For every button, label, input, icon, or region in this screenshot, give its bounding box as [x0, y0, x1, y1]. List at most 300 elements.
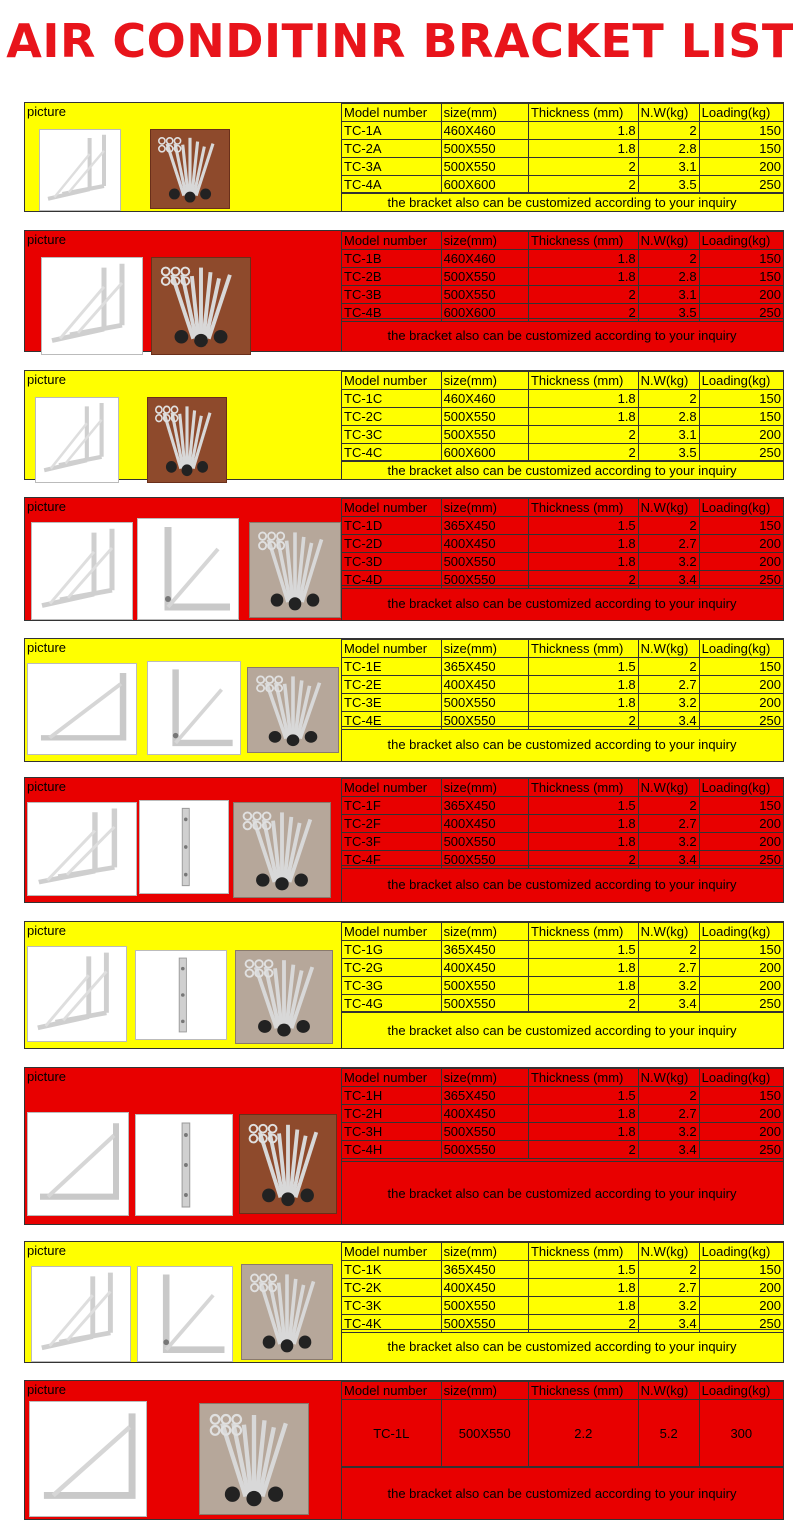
spec-table — [341, 1068, 784, 1159]
nw-cell: 3.1 — [638, 426, 699, 444]
header-size: size(mm) — [441, 1069, 528, 1087]
thickness-cell: 1.8 — [528, 959, 638, 977]
size-cell: 500X550 — [441, 286, 528, 304]
header-loading: Loading(kg) — [699, 104, 783, 122]
size-cell: 500X550 — [441, 1400, 528, 1468]
bracket-photo — [29, 1401, 147, 1517]
loading-cell: 150 — [699, 1087, 783, 1105]
loading-cell: 250 — [699, 304, 783, 322]
size-cell: 500X550 — [441, 426, 528, 444]
table-row — [342, 658, 784, 676]
spec-table — [341, 231, 784, 322]
thickness-cell: 2.2 — [528, 1400, 638, 1468]
table-row — [342, 1261, 784, 1279]
model-cell: TC-3B — [342, 286, 442, 304]
model-cell: TC-1K — [342, 1261, 442, 1279]
customization-note: the bracket also can be customized according to your inquiry — [341, 726, 783, 761]
picture-label: picture — [27, 923, 67, 938]
loading-cell: 150 — [699, 268, 783, 286]
bracket-photo — [27, 663, 137, 755]
size-cell: 500X550 — [441, 977, 528, 995]
picture-area — [25, 516, 342, 620]
thickness-cell: 1.8 — [528, 140, 638, 158]
thickness-cell: 2 — [528, 304, 638, 322]
header-nw: N.W(kg) — [638, 1069, 699, 1087]
size-cell: 500X550 — [441, 1123, 528, 1141]
header-size: size(mm) — [441, 779, 528, 797]
model-cell: TC-2A — [342, 140, 442, 158]
nw-cell: 3.5 — [638, 176, 699, 194]
thickness-cell: 2 — [528, 426, 638, 444]
model-cell: TC-1H — [342, 1087, 442, 1105]
nw-cell: 3.4 — [638, 712, 699, 730]
header-thickness: Thickness (mm) — [528, 104, 638, 122]
model-cell: TC-2D — [342, 535, 442, 553]
loading-cell: 200 — [699, 286, 783, 304]
header-loading: Loading(kg) — [699, 499, 783, 517]
spec-table — [341, 1381, 784, 1468]
loading-cell: 250 — [699, 1315, 783, 1333]
header-size: size(mm) — [441, 1243, 528, 1261]
bracket-photo — [41, 257, 143, 355]
size-cell: 365X450 — [441, 517, 528, 535]
hardware-kit-photo — [199, 1403, 309, 1515]
picture-label: picture — [27, 232, 67, 247]
model-cell: TC-3E — [342, 694, 442, 712]
loading-cell: 150 — [699, 1261, 783, 1279]
thickness-cell: 1.8 — [528, 553, 638, 571]
loading-cell: 200 — [699, 959, 783, 977]
thickness-cell: 2 — [528, 158, 638, 176]
size-cell: 365X450 — [441, 1087, 528, 1105]
thickness-cell: 1.8 — [528, 977, 638, 995]
table-row — [342, 140, 784, 158]
spec-table — [341, 778, 784, 869]
model-cell: TC-3K — [342, 1297, 442, 1315]
table-row — [342, 250, 784, 268]
size-cell: 500X550 — [441, 833, 528, 851]
thickness-cell: 1.8 — [528, 122, 638, 140]
spec-table — [341, 639, 784, 730]
header-size: size(mm) — [441, 104, 528, 122]
header-model: Model number — [342, 1069, 442, 1087]
model-cell: TC-1F — [342, 797, 442, 815]
nw-cell: 3.5 — [638, 444, 699, 462]
table-row — [342, 158, 784, 176]
size-cell: 500X550 — [441, 995, 528, 1013]
loading-cell: 250 — [699, 712, 783, 730]
picture-area — [25, 1399, 342, 1519]
thickness-cell: 1.5 — [528, 941, 638, 959]
thickness-cell: 1.8 — [528, 1123, 638, 1141]
table-row — [342, 1279, 784, 1297]
bracket-photo — [135, 1114, 233, 1216]
hardware-kit-photo — [233, 802, 331, 898]
model-cell: TC-1E — [342, 658, 442, 676]
table-row — [342, 694, 784, 712]
header-loading: Loading(kg) — [699, 923, 783, 941]
header-model: Model number — [342, 1243, 442, 1261]
model-cell: TC-3F — [342, 833, 442, 851]
customization-note: the bracket also can be customized according to your inquiry — [341, 1011, 783, 1048]
header-model: Model number — [342, 779, 442, 797]
model-cell: TC-4C — [342, 444, 442, 462]
size-cell: 500X550 — [441, 408, 528, 426]
table-row — [342, 797, 784, 815]
size-cell: 500X550 — [441, 158, 528, 176]
thickness-cell: 2 — [528, 1315, 638, 1333]
size-cell: 500X550 — [441, 571, 528, 589]
nw-cell: 2 — [638, 1087, 699, 1105]
picture-area — [25, 1086, 342, 1224]
header-model: Model number — [342, 104, 442, 122]
header-nw: N.W(kg) — [638, 499, 699, 517]
table-row — [342, 977, 784, 995]
model-cell: TC-1G — [342, 941, 442, 959]
spec-table — [341, 1242, 784, 1333]
loading-cell: 200 — [699, 815, 783, 833]
header-loading: Loading(kg) — [699, 372, 783, 390]
picture-label: picture — [27, 372, 67, 387]
model-cell: TC-2E — [342, 676, 442, 694]
size-cell: 400X450 — [441, 1279, 528, 1297]
header-loading: Loading(kg) — [699, 1069, 783, 1087]
nw-cell: 5.2 — [638, 1400, 699, 1468]
picture-area — [25, 1260, 342, 1362]
loading-cell: 250 — [699, 851, 783, 869]
bracket-group — [24, 1067, 784, 1225]
size-cell: 500X550 — [441, 712, 528, 730]
table-row — [342, 1400, 784, 1468]
thickness-cell: 2 — [528, 176, 638, 194]
header-nw: N.W(kg) — [638, 1243, 699, 1261]
size-cell: 600X600 — [441, 444, 528, 462]
bracket-group — [24, 102, 784, 212]
nw-cell: 2.7 — [638, 676, 699, 694]
header-model: Model number — [342, 923, 442, 941]
thickness-cell: 2 — [528, 286, 638, 304]
thickness-cell: 1.8 — [528, 408, 638, 426]
spec-table — [341, 498, 784, 589]
bracket-group — [24, 1241, 784, 1363]
thickness-cell: 1.8 — [528, 268, 638, 286]
bracket-photo — [139, 800, 229, 894]
model-cell: TC-4F — [342, 851, 442, 869]
model-cell: TC-1L — [342, 1400, 442, 1468]
table-row — [342, 959, 784, 977]
loading-cell: 250 — [699, 1141, 783, 1159]
loading-cell: 250 — [699, 444, 783, 462]
header-model: Model number — [342, 232, 442, 250]
header-nw: N.W(kg) — [638, 779, 699, 797]
page-title: AIR CONDITINR BRACKET LIST — [6, 14, 794, 68]
nw-cell: 3.2 — [638, 977, 699, 995]
model-cell: TC-1A — [342, 122, 442, 140]
model-cell: TC-2F — [342, 815, 442, 833]
table-row — [342, 268, 784, 286]
bracket-photo — [31, 1266, 131, 1362]
header-loading: Loading(kg) — [699, 779, 783, 797]
nw-cell: 3.2 — [638, 694, 699, 712]
customization-note: the bracket also can be customized according to your inquiry — [341, 460, 783, 479]
picture-label: picture — [27, 640, 67, 655]
picture-label: picture — [27, 1243, 67, 1258]
model-cell: TC-1D — [342, 517, 442, 535]
nw-cell: 2 — [638, 517, 699, 535]
thickness-cell: 2 — [528, 571, 638, 589]
size-cell: 500X550 — [441, 694, 528, 712]
table-row — [342, 1087, 784, 1105]
model-cell: TC-2K — [342, 1279, 442, 1297]
loading-cell: 300 — [699, 1400, 783, 1468]
table-row — [342, 286, 784, 304]
nw-cell: 2.8 — [638, 140, 699, 158]
loading-cell: 200 — [699, 1105, 783, 1123]
model-cell: TC-1B — [342, 250, 442, 268]
loading-cell: 150 — [699, 140, 783, 158]
header-loading: Loading(kg) — [699, 1243, 783, 1261]
loading-cell: 150 — [699, 408, 783, 426]
size-cell: 460X460 — [441, 250, 528, 268]
loading-cell: 200 — [699, 1279, 783, 1297]
bracket-photo — [35, 397, 119, 483]
model-cell: TC-4E — [342, 712, 442, 730]
table-row — [342, 408, 784, 426]
loading-cell: 200 — [699, 694, 783, 712]
table-row — [342, 995, 784, 1013]
header-thickness: Thickness (mm) — [528, 1382, 638, 1400]
nw-cell: 3.4 — [638, 851, 699, 869]
bracket-photo — [27, 1112, 129, 1216]
model-cell: TC-3A — [342, 158, 442, 176]
nw-cell: 2.8 — [638, 408, 699, 426]
size-cell: 365X450 — [441, 797, 528, 815]
model-cell: TC-3D — [342, 553, 442, 571]
thickness-cell: 1.8 — [528, 1279, 638, 1297]
loading-cell: 200 — [699, 535, 783, 553]
table-row — [342, 444, 784, 462]
table-row — [342, 517, 784, 535]
header-size: size(mm) — [441, 1382, 528, 1400]
nw-cell: 3.2 — [638, 1123, 699, 1141]
picture-label: picture — [27, 1069, 67, 1084]
nw-cell: 2.7 — [638, 535, 699, 553]
nw-cell: 3.4 — [638, 571, 699, 589]
header-model: Model number — [342, 372, 442, 390]
picture-area — [25, 796, 342, 902]
spec-table — [341, 922, 784, 1013]
loading-cell: 200 — [699, 553, 783, 571]
table-row — [342, 1105, 784, 1123]
loading-cell: 150 — [699, 517, 783, 535]
table-row — [342, 390, 784, 408]
model-cell: TC-4H — [342, 1141, 442, 1159]
loading-cell: 200 — [699, 1297, 783, 1315]
header-thickness: Thickness (mm) — [528, 499, 638, 517]
hardware-kit-photo — [249, 522, 341, 618]
nw-cell: 2 — [638, 1261, 699, 1279]
loading-cell: 200 — [699, 676, 783, 694]
model-cell: TC-4B — [342, 304, 442, 322]
header-size: size(mm) — [441, 923, 528, 941]
hardware-kit-photo — [247, 667, 339, 753]
customization-note: the bracket also can be customized according to your inquiry — [341, 318, 783, 351]
thickness-cell: 2 — [528, 712, 638, 730]
table-row — [342, 815, 784, 833]
nw-cell: 2.7 — [638, 1105, 699, 1123]
nw-cell: 2.7 — [638, 815, 699, 833]
thickness-cell: 1.5 — [528, 658, 638, 676]
size-cell: 400X450 — [441, 959, 528, 977]
size-cell: 365X450 — [441, 1261, 528, 1279]
nw-cell: 3.4 — [638, 1141, 699, 1159]
model-cell: TC-4K — [342, 1315, 442, 1333]
customization-note: the bracket also can be customized according to your inquiry — [341, 1161, 783, 1224]
model-cell: TC-3H — [342, 1123, 442, 1141]
bracket-group — [24, 777, 784, 903]
table-row — [342, 941, 784, 959]
size-cell: 600X600 — [441, 304, 528, 322]
thickness-cell: 1.8 — [528, 1105, 638, 1123]
table-row — [342, 1123, 784, 1141]
size-cell: 400X450 — [441, 1105, 528, 1123]
model-cell: TC-2B — [342, 268, 442, 286]
bracket-group — [24, 370, 784, 480]
hardware-kit-photo — [235, 950, 333, 1044]
size-cell: 500X550 — [441, 553, 528, 571]
loading-cell: 150 — [699, 658, 783, 676]
nw-cell: 3.2 — [638, 1297, 699, 1315]
thickness-cell: 2 — [528, 1141, 638, 1159]
picture-label: picture — [27, 779, 67, 794]
nw-cell: 3.4 — [638, 1315, 699, 1333]
spec-table — [341, 371, 784, 462]
size-cell: 500X550 — [441, 268, 528, 286]
header-nw: N.W(kg) — [638, 640, 699, 658]
nw-cell: 2 — [638, 122, 699, 140]
size-cell: 500X550 — [441, 1297, 528, 1315]
thickness-cell: 1.8 — [528, 390, 638, 408]
header-thickness: Thickness (mm) — [528, 640, 638, 658]
loading-cell: 150 — [699, 250, 783, 268]
header-size: size(mm) — [441, 232, 528, 250]
nw-cell: 2 — [638, 250, 699, 268]
header-size: size(mm) — [441, 499, 528, 517]
hardware-kit-photo — [239, 1114, 337, 1214]
customization-note: the bracket also can be customized according to your inquiry — [341, 865, 783, 902]
loading-cell: 200 — [699, 426, 783, 444]
thickness-cell: 1.8 — [528, 833, 638, 851]
spec-table — [341, 103, 784, 194]
size-cell: 500X550 — [441, 140, 528, 158]
loading-cell: 150 — [699, 797, 783, 815]
thickness-cell: 2 — [528, 995, 638, 1013]
picture-area — [25, 249, 342, 351]
header-thickness: Thickness (mm) — [528, 923, 638, 941]
header-nw: N.W(kg) — [638, 232, 699, 250]
size-cell: 460X460 — [441, 122, 528, 140]
model-cell: TC-2H — [342, 1105, 442, 1123]
nw-cell: 3.1 — [638, 286, 699, 304]
picture-area — [25, 940, 342, 1048]
thickness-cell: 1.5 — [528, 517, 638, 535]
loading-cell: 200 — [699, 977, 783, 995]
thickness-cell: 1.5 — [528, 1087, 638, 1105]
picture-area — [25, 389, 342, 479]
table-row — [342, 833, 784, 851]
customization-note: the bracket also can be customized according to your inquiry — [341, 192, 783, 211]
size-cell: 500X550 — [441, 851, 528, 869]
table-row — [342, 426, 784, 444]
header-loading: Loading(kg) — [699, 232, 783, 250]
bracket-photo — [135, 950, 227, 1040]
nw-cell: 3.1 — [638, 158, 699, 176]
bracket-photo — [147, 661, 241, 755]
picture-label: picture — [27, 499, 67, 514]
bracket-group — [24, 230, 784, 352]
model-cell: TC-4A — [342, 176, 442, 194]
bracket-group — [24, 638, 784, 762]
header-thickness: Thickness (mm) — [528, 372, 638, 390]
model-cell: TC-4D — [342, 571, 442, 589]
bracket-group — [24, 497, 784, 621]
nw-cell: 2 — [638, 390, 699, 408]
hardware-kit-photo — [241, 1264, 333, 1360]
nw-cell: 3.4 — [638, 995, 699, 1013]
loading-cell: 200 — [699, 1123, 783, 1141]
size-cell: 365X450 — [441, 658, 528, 676]
picture-area — [25, 657, 342, 761]
thickness-cell: 1.5 — [528, 1261, 638, 1279]
loading-cell: 200 — [699, 158, 783, 176]
header-thickness: Thickness (mm) — [528, 1243, 638, 1261]
bracket-photo — [27, 946, 127, 1042]
loading-cell: 150 — [699, 122, 783, 140]
header-thickness: Thickness (mm) — [528, 232, 638, 250]
thickness-cell: 1.8 — [528, 676, 638, 694]
model-cell: TC-3C — [342, 426, 442, 444]
model-cell: TC-1C — [342, 390, 442, 408]
nw-cell: 2 — [638, 797, 699, 815]
header-size: size(mm) — [441, 640, 528, 658]
thickness-cell: 2 — [528, 444, 638, 462]
header-model: Model number — [342, 499, 442, 517]
size-cell: 400X450 — [441, 676, 528, 694]
hardware-kit-photo — [147, 397, 227, 483]
thickness-cell: 1.8 — [528, 250, 638, 268]
nw-cell: 2 — [638, 941, 699, 959]
thickness-cell: 2 — [528, 851, 638, 869]
size-cell: 460X460 — [441, 390, 528, 408]
thickness-cell: 1.8 — [528, 815, 638, 833]
loading-cell: 200 — [699, 833, 783, 851]
customization-note: the bracket also can be customized according to your inquiry — [341, 585, 783, 620]
nw-cell: 3.2 — [638, 553, 699, 571]
loading-cell: 250 — [699, 176, 783, 194]
bracket-photo — [39, 129, 121, 211]
thickness-cell: 1.5 — [528, 797, 638, 815]
loading-cell: 250 — [699, 571, 783, 589]
header-size: size(mm) — [441, 372, 528, 390]
nw-cell: 2.8 — [638, 268, 699, 286]
model-cell: TC-2G — [342, 959, 442, 977]
loading-cell: 250 — [699, 995, 783, 1013]
header-loading: Loading(kg) — [699, 640, 783, 658]
model-cell: TC-4G — [342, 995, 442, 1013]
picture-label: picture — [27, 104, 67, 119]
bracket-photo — [27, 802, 137, 896]
nw-cell: 3.5 — [638, 304, 699, 322]
